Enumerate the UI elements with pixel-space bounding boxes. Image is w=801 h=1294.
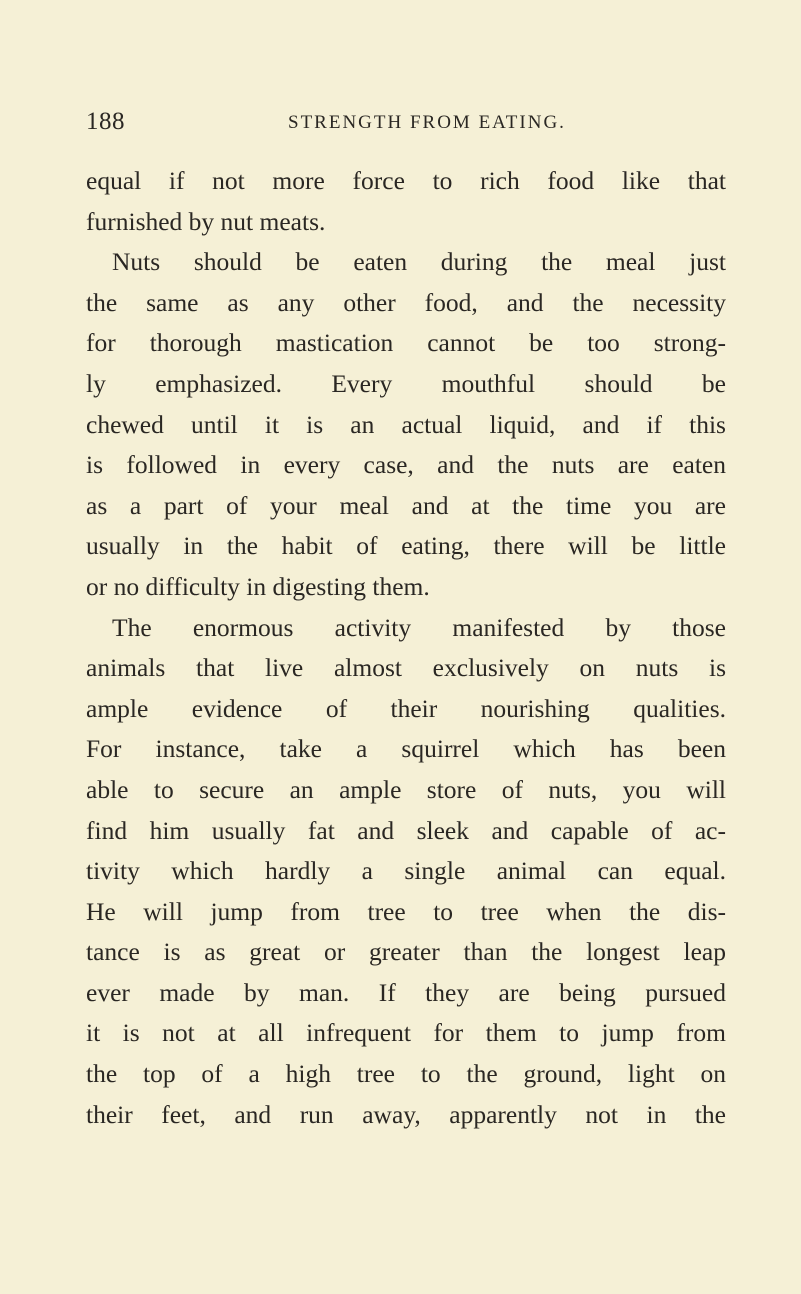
text-line: equal if not more force to rich food like that — [86, 166, 726, 195]
text-line: tance is as great or greater than the longest leap — [86, 937, 726, 967]
text-line: Nuts should be eaten during the meal just — [112, 247, 726, 277]
text-line: for thorough mastication cannot be too strong- — [86, 328, 726, 358]
text-line: tivity which hardly a single animal can equal. — [86, 856, 726, 886]
text-line: He will jump from tree to tree when the dis- — [86, 896, 726, 926]
text-line: the same as any other food, and the necessity — [86, 287, 726, 317]
text-line: ever made by man. If they are being pursued — [86, 977, 726, 1007]
text-line: the top of a high tree to the ground, light on — [86, 1059, 726, 1089]
text-line: or no difficulty in digesting them. — [86, 571, 430, 601]
text-line: animals that live almost exclusively on nuts is — [86, 653, 726, 683]
text-line: usually in the habit of eating, there will be little — [86, 531, 726, 561]
text-line: ly emphasized. Every mouthful should be — [86, 368, 726, 398]
text-line: able to secure an ample store of nuts, you will — [86, 774, 726, 804]
page-number: 188 — [86, 108, 125, 135]
text-line: their feet, and run away, apparently not in the — [86, 1099, 726, 1129]
text-line: The enormous activity manifested by those — [112, 612, 726, 642]
text-line: chewed until it is an actual liquid, and if this — [86, 409, 726, 439]
text-line: furnished by nut meats. — [86, 206, 326, 236]
text-line: it is not at all infrequent for them to jump from — [86, 1018, 726, 1048]
text-line: as a part of your meal and at the time you are — [86, 490, 726, 520]
running-head-title: STRENGTH FROM EATING. — [288, 112, 566, 133]
text-line: For instance, take a squirrel which has been — [86, 734, 726, 764]
text-line: ample evidence of their nourishing qualities. — [86, 693, 726, 723]
text-line: find him usually fat and sleek and capable of ac- — [86, 815, 726, 845]
body-text — [86, 161, 726, 1135]
text-line: is followed in every case, and the nuts are eaten — [86, 450, 726, 480]
running-head — [86, 108, 726, 148]
